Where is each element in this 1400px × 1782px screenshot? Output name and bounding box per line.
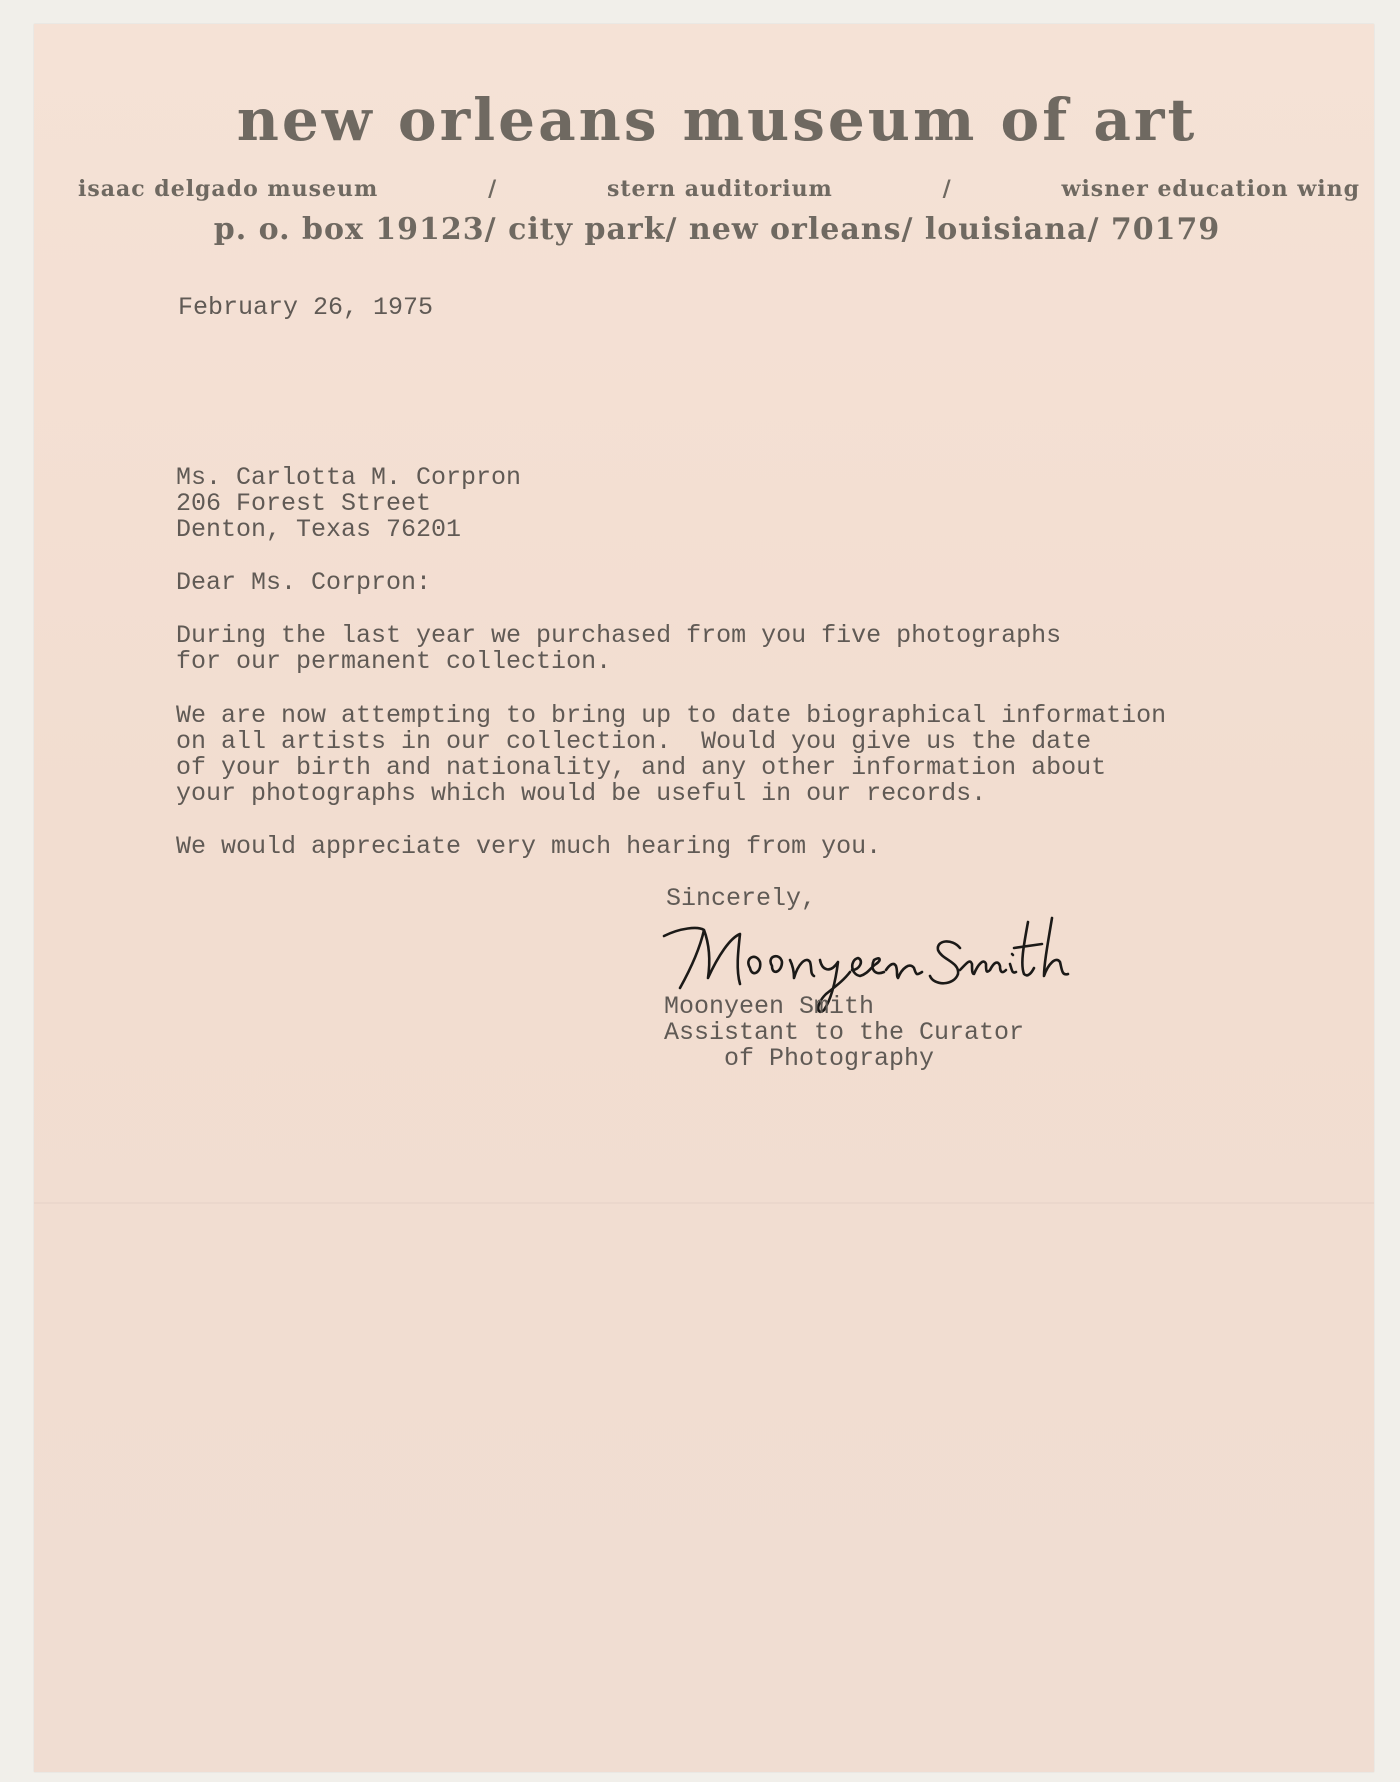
letterhead-sub-right: wisner education wing [1061,176,1360,202]
letterhead-separator: / [942,176,952,202]
letterhead-title: new orleans museum of art [236,86,1198,154]
paragraph-line: for our permanent collection. [176,647,612,676]
recipient-city: Denton, Texas 76201 [176,515,462,544]
letterhead-address: p. o. box 19123/ city park/ new orleans/ louisiana/ 70179 [213,212,1221,247]
salutation: Dear Ms. Corpron: [176,568,432,597]
fold-line [34,1202,1374,1204]
recipient-name: Ms. Carlotta M. Corpron [176,463,522,492]
paragraph-1 [176,623,1061,675]
recipient-address [176,465,521,543]
paragraph-line: your photographs which would be useful in our records. [176,779,987,808]
paragraph-line: on all artists in our collection. Would you give us the date [176,727,1092,756]
recipient-street: 206 Forest Street [176,489,432,518]
letterhead-sub-mid: stern auditorium [607,176,833,202]
letter-date: February 26, 1975 [178,293,434,322]
paragraph-line: of your birth and nationality, and any other information about [176,753,1107,782]
letterhead-separator: / [488,176,498,202]
paragraph-3: We would appreciate very much hearing from you. [176,832,882,861]
paragraph-line: We are now attempting to bring up to date biographical information [176,701,1167,730]
signer-name: Moonyeen Smith [664,992,875,1021]
signer-title: of Photography [664,1044,935,1073]
signer-title: Assistant to the Curator [664,1018,1025,1047]
letterhead-subtitle [78,176,1360,202]
signature-block [664,994,1024,1072]
paragraph-2 [176,703,1166,807]
letterhead-sub-left: isaac delgado museum [78,176,379,202]
closing: Sincerely, [666,884,817,913]
paragraph-line: During the last year we purchased from you five photographs [176,621,1062,650]
